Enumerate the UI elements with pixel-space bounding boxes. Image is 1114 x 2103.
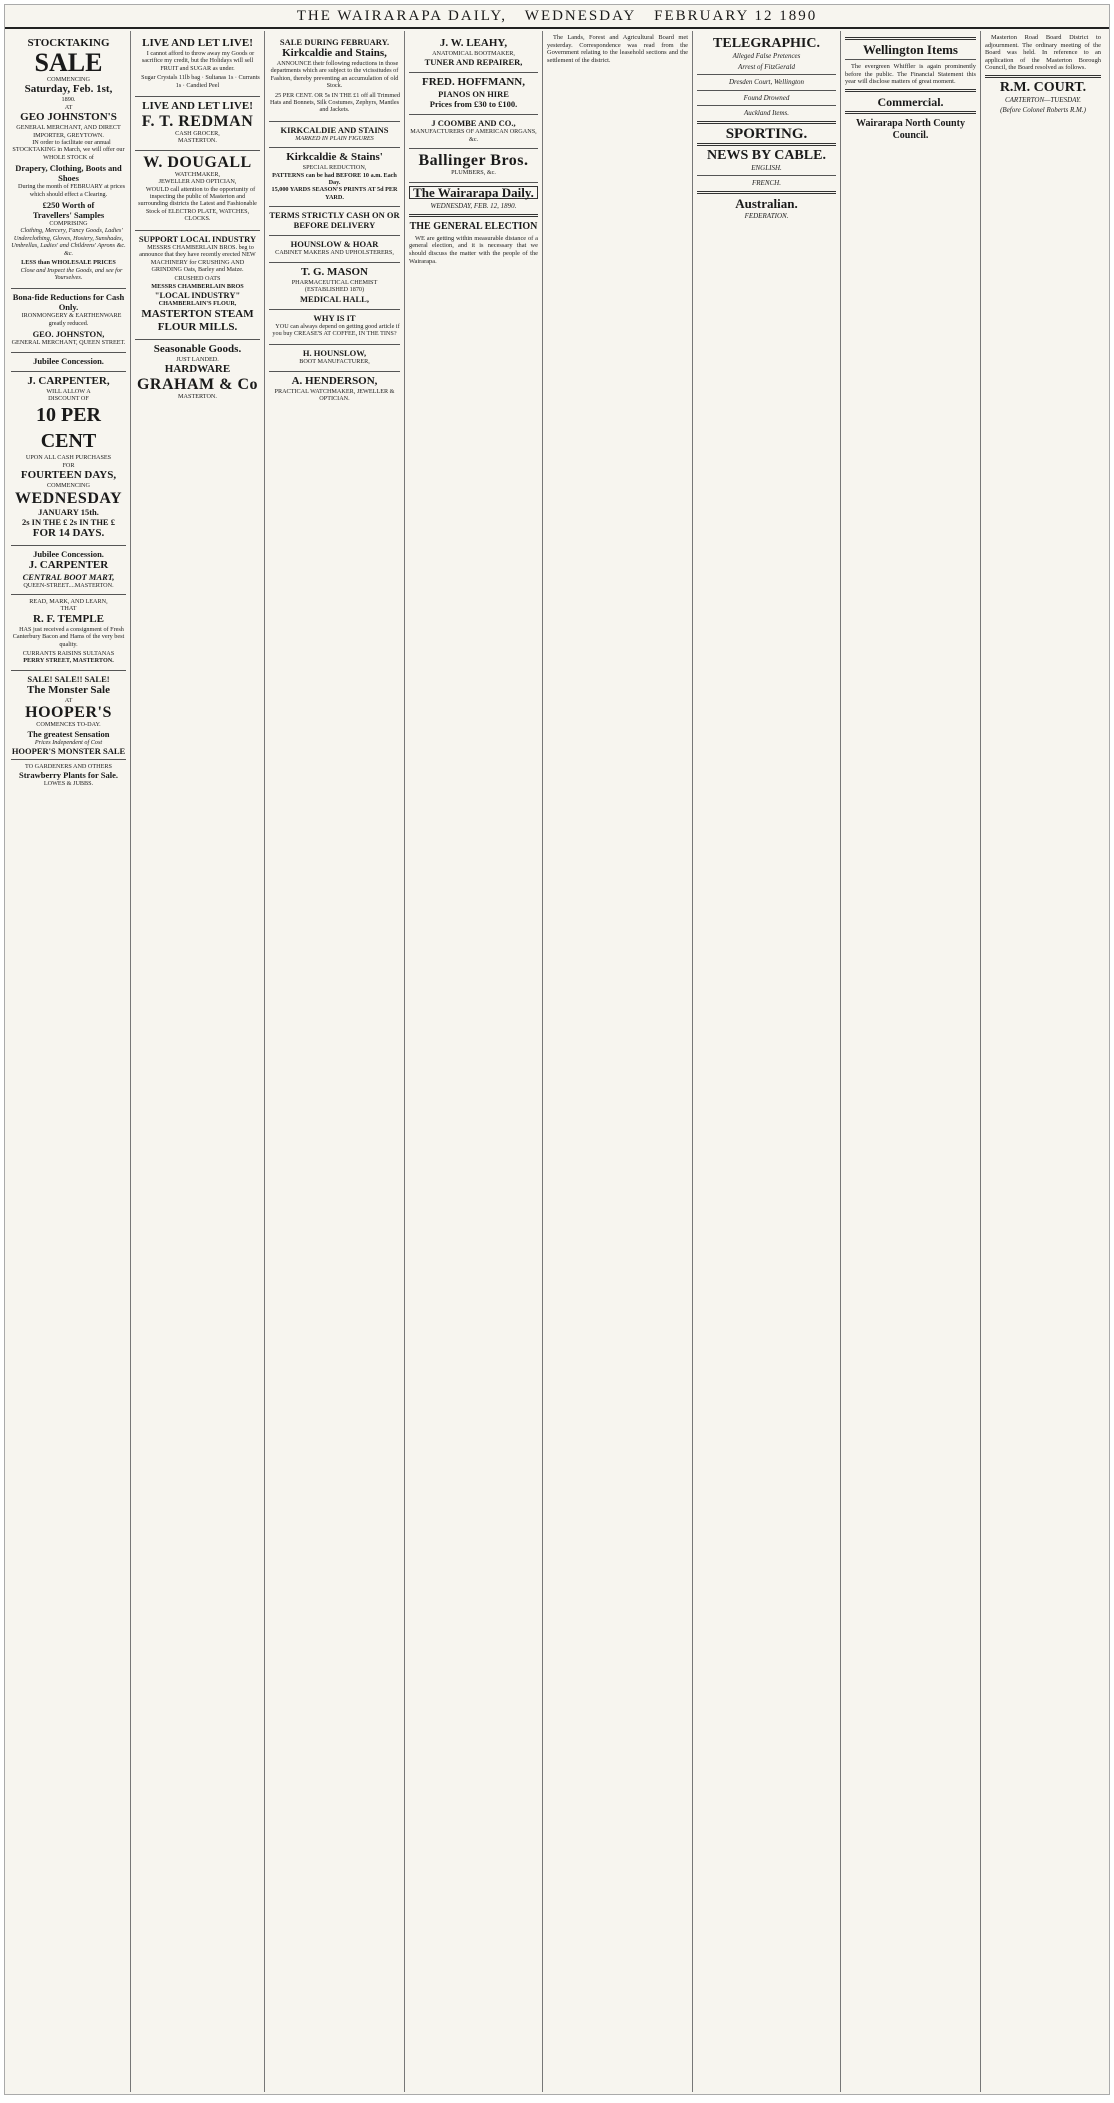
ad-heading: Jubilee Concession. <box>33 355 104 366</box>
column-3 <box>265 31 405 2092</box>
masthead <box>5 5 1109 29</box>
ad-heading: SUPPORT LOCAL INDUSTRY <box>138 233 257 244</box>
ad-jubilee-2 <box>11 546 126 595</box>
headline: Arrest of FitzGerald <box>738 62 795 71</box>
headline: Found Drowned <box>743 93 790 102</box>
headline: Auckland Items. <box>743 109 790 117</box>
ad-heading: Jubilee Concession. <box>33 548 104 559</box>
ad-text: PATTERNS can be had BEFORE 10 a.m. Each Day. <box>272 171 397 187</box>
ad-text: COMPRISING <box>49 220 88 228</box>
ad-text: BOOT MANUFACTURER, <box>299 358 370 366</box>
ad-text: PRACTICAL WATCHMAKER, JEWELLER & OPTICIAN. <box>274 387 395 403</box>
ad-text: 1890. <box>61 96 76 104</box>
ad-name: HOOPER'S <box>25 704 112 722</box>
ad-jubilee-1 <box>11 353 126 372</box>
editorial-body: WE are getting within measurable distance of a general election, and it is necessary that we should discuss the matter with the people of the Wairarapa. <box>409 234 538 265</box>
ad-heading: WHY IS IT <box>313 312 356 323</box>
ad-kirkcaldie-plain <box>269 122 400 148</box>
ad-heading: The greatest Sensation <box>27 728 110 739</box>
ad-text: CENTRAL BOOT MART, <box>22 571 115 582</box>
ad-text: READ, MARK, AND LEARN, <box>29 597 108 605</box>
ad-heading: MEDICAL HALL, <box>300 293 369 304</box>
ad-heading: The Monster Sale <box>27 683 110 696</box>
ad-text: Prices Independent of Cost <box>34 738 103 746</box>
ad-coombe <box>409 115 538 149</box>
ad-text: UPON ALL CASH PURCHASES <box>25 454 112 462</box>
ad-text: MANUFACTURERS OF AMERICAN ORGANS, &c. <box>410 128 537 143</box>
ad-text: WATCHMAKER, <box>174 170 221 178</box>
ad-name: Kirkcaldie & Stains' <box>286 151 383 164</box>
column-2 <box>131 31 265 2092</box>
ad-text: CURRANTS RAISINS SULTANAS <box>22 650 115 657</box>
ad-text: 2s IN THE £ 2s IN THE £ <box>22 516 115 527</box>
article-body: Masterton Road Board District to adjournment. The ordinary meeting of the Board was held. In reference to an application of the Masterton Borough Council, the Board resolved as follows. <box>985 34 1101 72</box>
section-commercial: Commercial. <box>877 94 944 109</box>
article-body: The evergreen Whiffler is again prominently before the public. The Financial Statement this year will disclose matters of great moment. <box>845 63 976 86</box>
ad-johnston <box>11 289 126 352</box>
ad-leahy <box>409 34 538 73</box>
ad-body: I cannot afford to throw away my Goods or sacrifice my credit, but the Holidays will sell FRUIT and SUGAR as under. <box>141 50 255 72</box>
ad-name: J. CARPENTER, <box>27 374 110 387</box>
ad-text: SPECIAL REDUCTION, <box>302 164 367 172</box>
ad-name: J COOMBE AND CO., <box>431 118 516 129</box>
ad-heading: HARDWARE <box>164 362 231 375</box>
column-1 <box>7 31 131 2092</box>
headline: FEDERATION. <box>744 211 789 220</box>
ad-mason <box>269 263 400 310</box>
ad-name: GEO. JOHNSTON, <box>32 329 105 340</box>
ad-text: CABINET MAKERS AND UPHOLSTERERS, <box>275 249 394 257</box>
ad-text: PLUMBERS, &c. <box>451 169 496 177</box>
ad-text: DISCOUNT OF <box>48 394 89 402</box>
ad-name: HOUNSLOW & HOAR <box>290 239 379 250</box>
ad-text: CRUSHED OATS <box>174 275 221 283</box>
ad-ballinger <box>409 149 538 182</box>
ad-heading: Bona-fide Reductions for Cash Only. <box>12 292 125 313</box>
ad-text: WILL ALLOW A <box>46 387 91 395</box>
ad-text: MASTERTON. <box>178 392 217 400</box>
ad-heading: STOCKTAKING <box>27 37 110 49</box>
ad-text: MASTERTON. <box>178 137 217 145</box>
ad-heading: Seasonable Goods. <box>153 342 242 355</box>
section-rm-court: R.M. COURT. <box>999 79 1087 95</box>
column-8 <box>981 31 1105 2092</box>
ad-name: FRED. HOFFMANN, <box>422 76 525 89</box>
ad-text: 15,000 YARDS SEASON'S PRINTS AT 5d PER YARD. <box>271 186 398 201</box>
ad-name: GRAHAM & Co <box>136 375 259 393</box>
section-wellington-items: Wellington Items <box>863 42 958 57</box>
ad-heading: Prices from £30 to £100. <box>429 99 518 110</box>
ad-redman-2 <box>135 97 260 151</box>
ad-heading: SALE DURING FEBRUARY. <box>279 37 390 47</box>
editorial-flag: The Wairarapa Daily. <box>409 186 538 200</box>
ad-name: J. W. LEAHY, <box>439 37 508 49</box>
ad-kirkcaldie-sale <box>269 34 400 122</box>
ad-heading: 10 PER CENT <box>36 404 101 453</box>
ad-heading: HOOPER'S MONSTER SALE <box>11 746 126 757</box>
ad-body: HAS just received a consignment of Fresh Canterbury Bacon and Hams of the very best quality. <box>12 625 125 648</box>
ad-text: MARKED IN PLAIN FIGURES <box>295 134 374 142</box>
ad-body: Sugar Crystals 11lb bag · Sultanas 1s · Currants 1s · Candied Peel <box>141 74 260 89</box>
ad-heading: WEDNESDAY <box>14 489 123 507</box>
ad-text: TO GARDENERS AND OTHERS <box>24 763 113 771</box>
ad-text: COMMENCING <box>47 76 90 83</box>
ad-date: JANUARY 15th. <box>38 506 99 517</box>
ad-text: LESS than WHOLESALE PRICES <box>21 259 116 267</box>
ad-text: PERRY STREET, MASTERTON. <box>23 657 114 665</box>
column-5 <box>543 31 693 2092</box>
ad-text: Travellers' Samples <box>32 210 105 221</box>
ad-heading: LIVE AND LET LIVE! <box>142 100 253 113</box>
ad-text: QUEEN-STREET....MASTERTON. <box>23 581 114 589</box>
masthead-day: WEDNESDAY <box>524 8 637 24</box>
ad-name: F. T. REDMAN <box>141 113 254 131</box>
ad-heading: LIVE AND LET LIVE! <box>142 37 253 49</box>
headline: Dresden Court, Wellington <box>728 78 805 86</box>
ad-text: GENERAL MERCHANT, QUEEN STREET. <box>11 339 126 347</box>
ad-name: R. F. TEMPLE <box>33 612 104 625</box>
ad-terms-cash <box>269 207 400 236</box>
ad-body: Clothing, Mercery, Fancy Goods, Ladies' Underclothing, Gloves, Hosiery, Sunshades, Umbrellas, Ladies' and Childrens' Aprons &c. &c. <box>11 227 126 257</box>
ad-name: J. CARPENTER <box>28 558 109 571</box>
ad-text: CASH GROCER, <box>175 130 220 138</box>
section-wairarapa-north: Wairarapa North County Council. <box>856 117 965 141</box>
ad-text: MESSRS CHAMBERLAIN BROS <box>151 282 244 290</box>
ad-body: ANNOUNCE their following reductions in those departments which are subject to the vicissitudes of Fashion, thereby preventing an accumulation of old Stock. <box>270 60 399 90</box>
ad-heading: SALE! SALE!! SALE! <box>27 673 110 684</box>
ad-text: £250 Worth of <box>42 200 95 211</box>
section-sporting: SPORTING. <box>725 125 808 142</box>
ad-hooper <box>11 671 126 793</box>
ad-body: WOULD call attention to the opportunity of inspecting the public of Masterton and surrounding districts the Latest and Fashionable Stock of ELECTRO PLATE, WATCHES, CLOCKS. <box>138 185 257 223</box>
ad-heading: MASTERTON STEAM FLOUR MILLS. <box>141 307 254 333</box>
ad-text: AT <box>64 696 73 704</box>
ad-text: JEWELLER AND OPTICIAN, <box>158 178 237 186</box>
ad-graham <box>135 340 260 406</box>
ad-name: GEO JOHNSTON'S <box>20 111 117 124</box>
ad-stocktaking <box>11 34 126 289</box>
ad-name: A. HENDERSON, <box>291 374 378 387</box>
editorial-date: WEDNESDAY, FEB. 12, 1890. <box>430 202 517 211</box>
columns <box>7 31 1107 2092</box>
ad-text: THAT <box>60 605 77 613</box>
masthead-paper: THE WAIRARAPA DAILY, <box>296 8 508 24</box>
column-6 <box>693 31 841 2092</box>
ad-text: FOR 14 DAYS. <box>32 526 105 539</box>
ad-body: YOU can always depend on getting good article if you buy CREASE'S AT COFFEE, IN THE TINS? <box>272 322 400 337</box>
section-australian: Australian. <box>735 195 798 211</box>
ad-date: Saturday, Feb. 1st, <box>24 83 113 96</box>
ad-dougall <box>135 151 260 231</box>
ad-text: AT <box>64 103 73 111</box>
ad-body: During the month of FEBRUARY at prices which should effect a Clearing. <box>17 183 125 198</box>
ad-heading: TERMS STRICTLY CASH ON OR BEFORE DELIVERY <box>269 210 400 231</box>
ad-text: ANATOMICAL BOOTMAKER, <box>432 50 515 57</box>
ad-heading: PIANOS ON HIRE <box>438 89 509 100</box>
ad-body: IN order to facilitate our annual STOCKTAKING in March, we will offer our WHOLE STOCK of <box>12 139 125 161</box>
ad-hoffmann <box>409 73 538 115</box>
headline: ENGLISH. <box>751 163 782 172</box>
ad-heading: SALE <box>34 48 103 77</box>
ad-text: GENERAL MERCHANT, AND DIRECT IMPORTER, GREYTOWN. <box>16 124 121 139</box>
ad-name: H. HOUNSLOW, <box>302 348 367 359</box>
ad-text: FOURTEEN DAYS, <box>20 469 117 482</box>
ad-body: IRONMONGERY & EARTHENWARE greatly reduced. <box>21 312 122 327</box>
article-body: The Lands, Forest and Agricultural Board met yesterday. Correspondence was read from the Government relating to the leasehold sections and the settlement of the district. <box>547 34 688 64</box>
ad-body: Close and Inspect the Goods, and see for Yourselves. <box>20 266 123 281</box>
ad-text: (ESTABLISHED 1870) <box>304 286 365 294</box>
ad-name: W. DOUGALL <box>143 153 252 171</box>
ad-text: JUST LANDED. <box>176 355 219 363</box>
ad-crease <box>269 310 400 346</box>
headline: Alleged False Pretences <box>732 52 801 60</box>
ad-text: COMMENCES TO-DAY. <box>36 721 101 729</box>
editorial-heading: THE GENERAL ELECTION <box>409 220 538 232</box>
ad-text: PHARMACEUTICAL CHEMIST <box>291 278 378 286</box>
ad-carpenter-discount <box>11 372 126 546</box>
ad-text: FOR <box>62 461 75 469</box>
ad-text: CHAMBERLAIN'S FLOUR, <box>158 300 237 308</box>
ad-body: MESSRS CHAMBERLAIN BROS. beg to announce that they have recently erected NEW MACHINERY for CRUSHING AND GRINDING Oats, Barley and Maize. <box>139 243 256 273</box>
headline: CARTERTON—TUESDAY. <box>1004 95 1082 104</box>
ad-henderson <box>269 372 400 408</box>
ad-heading: "LOCAL INDUSTRY" <box>154 290 241 301</box>
ad-name: T. G. MASON <box>300 265 369 278</box>
ad-name: Kirkcaldie and Stains, <box>282 47 387 59</box>
column-4 <box>405 31 543 2092</box>
ad-kirkcaldie-special <box>269 148 400 207</box>
ad-chamberlain <box>135 231 260 340</box>
ad-name: KIRKCALDIE AND STAINS <box>280 124 389 135</box>
ad-items: Drapery, Clothing, Boots and Shoes <box>15 163 122 184</box>
column-7 <box>841 31 981 2092</box>
ad-name: Ballinger Bros. <box>418 152 529 170</box>
headline: (Before Colonel Roberts R.M.) <box>1000 106 1086 115</box>
section-news-by-cable: NEWS BY CABLE. <box>707 147 826 163</box>
ad-text: LOWES & JUBBS. <box>43 780 94 788</box>
ad-redman-1 <box>135 34 260 97</box>
headline: FRENCH. <box>752 179 781 187</box>
ad-heading: Strawberry Plants for Sale. <box>19 770 118 781</box>
ad-hounslow-hoar <box>269 236 400 262</box>
masthead-date: FEBRUARY 12 1890 <box>654 8 818 24</box>
section-telegraphic: TELEGRAPHIC. <box>713 36 820 51</box>
ad-temple <box>11 595 126 671</box>
ad-text: COMMENCING <box>47 482 90 490</box>
newspaper-page <box>4 4 1110 2095</box>
ad-body: 25 PER CENT. OR 5s IN THE £1 off all Trimmed Hats and Bonnets, Silk Costumes, Zephyrs, Mantles and Jackets. <box>269 91 400 114</box>
ad-heading: TUNER AND REPAIRER, <box>424 57 523 68</box>
ad-hounslow <box>269 345 400 371</box>
